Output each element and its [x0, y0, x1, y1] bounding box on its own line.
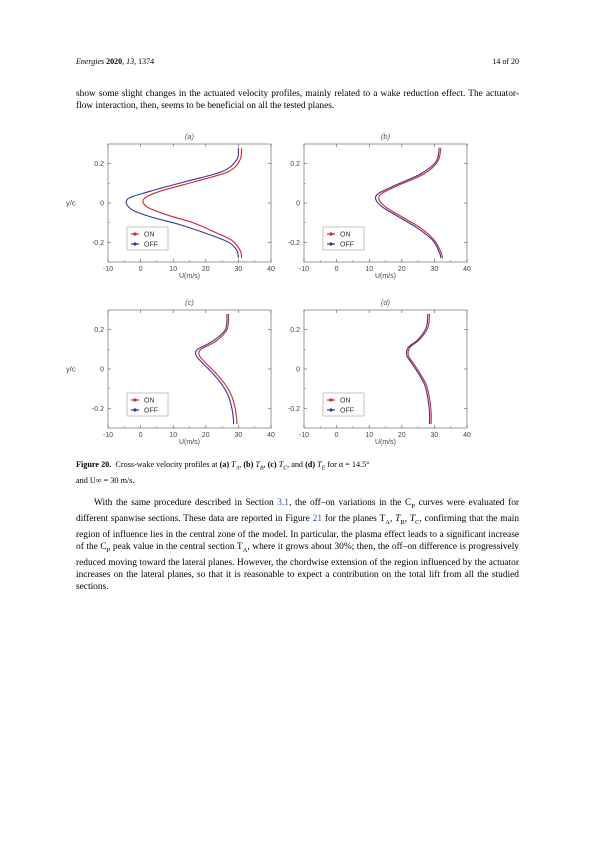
legend-label: ON: [144, 397, 155, 405]
page-number: 14 of 20: [492, 57, 519, 66]
y-tick-label: 0: [100, 200, 104, 208]
y-tick-label: -0.2: [91, 405, 104, 413]
legend-label: OFF: [144, 407, 158, 415]
x-tick-label: 0: [138, 432, 143, 439]
x-tick-label: 30: [430, 266, 439, 273]
x-tick-label: 30: [234, 266, 243, 273]
x-tick-label: 30: [430, 432, 439, 439]
figure-caption: Figure 20. Cross-wake velocity profiles at (a) $T_A$, (b) $T_B$, (c) $T_C$, and (d) $T_E$ for α = 14.5° and U∞ = 30 m/s.: [76, 460, 370, 486]
legend-label: OFF: [340, 407, 354, 415]
series-line-off: [376, 148, 441, 258]
x-tick-label: 20: [201, 266, 210, 273]
legend-marker: [329, 398, 332, 401]
figure-link[interactable]: 21: [312, 513, 323, 524]
y-tick-label: 0.2: [290, 161, 300, 169]
x-tick-label: 0: [138, 266, 143, 273]
legend-marker: [329, 408, 332, 411]
legend-marker: [133, 408, 136, 411]
x-tick-label: 10: [169, 432, 178, 439]
legend-label: OFF: [340, 241, 354, 249]
x-tick-label: 40: [463, 266, 471, 273]
x-tick-label: 20: [397, 432, 406, 439]
x-tick-label: 20: [201, 432, 210, 439]
series-line-off: [195, 314, 233, 424]
x-tick-label: -10: [102, 266, 114, 273]
panel-title: (c): [185, 298, 194, 307]
y-tick-label: -0.2: [91, 239, 104, 247]
panel-title: (d): [380, 298, 391, 307]
y-tick-label: 0: [100, 366, 104, 374]
legend-marker: [329, 232, 332, 235]
y-tick-label: -0.2: [287, 239, 300, 247]
legend-marker: [329, 242, 332, 245]
legend-label: ON: [340, 397, 351, 405]
x-tick-label: 10: [169, 266, 178, 273]
x-axis-label: U(m/s): [375, 273, 396, 280]
x-axis-label: U(m/s): [179, 273, 200, 280]
x-axis-label: U(m/s): [375, 439, 396, 446]
legend-label: OFF: [144, 241, 158, 249]
legend-marker: [133, 242, 136, 245]
y-tick-label: 0.2: [94, 327, 104, 335]
running-header-citation: Energies 2020, 13, 1374: [76, 57, 155, 66]
x-tick-label: 20: [397, 266, 406, 273]
figure-20: [60, 122, 480, 462]
chart-panel-4: [288, 298, 471, 446]
chart-panel-1: [66, 132, 275, 280]
x-tick-label: 0: [334, 432, 339, 439]
x-tick-label: 40: [463, 432, 471, 439]
legend-marker: [133, 232, 136, 235]
x-tick-label: 10: [365, 266, 374, 273]
x-tick-label: 30: [234, 432, 243, 439]
chart-panel-2: [288, 132, 471, 280]
legend-label: ON: [340, 231, 351, 239]
x-tick-label: 0: [334, 266, 339, 273]
section-link[interactable]: 3.1: [277, 498, 289, 508]
x-tick-label: -10: [298, 432, 310, 439]
y-tick-label: 0.2: [290, 327, 300, 335]
panel-title: (b): [380, 132, 391, 141]
chart-panel-3: [66, 298, 275, 446]
x-tick-label: -10: [298, 266, 310, 273]
y-tick-label: 0: [296, 200, 300, 208]
y-tick-label: 0: [296, 366, 300, 374]
x-axis-label: U(m/s): [179, 439, 200, 446]
legend-marker: [133, 398, 136, 401]
intro-paragraph: show some slight changes in the actuated velocity profiles, mainly related to a wake reduction effect. The actuator-flow interaction, then, seems to be beneficial on all the tested planes.: [76, 89, 519, 112]
y-tick-label: -0.2: [287, 405, 300, 413]
x-tick-label: 40: [267, 266, 275, 273]
y-tick-label: 0.2: [94, 161, 104, 169]
legend-label: ON: [144, 231, 155, 239]
x-tick-label: -10: [102, 432, 114, 439]
series-line-on: [408, 314, 431, 424]
x-tick-label: 10: [365, 432, 374, 439]
x-tick-label: 40: [267, 432, 275, 439]
panel-title: (a): [184, 132, 195, 141]
y-axis-label: y/c: [66, 198, 76, 208]
body-paragraph: With the same procedure described in Section 3.1, the off–on variations in the $C_P$ curves were evaluated for different spanwise sections. These data are reported in Figure 21 for the planes $T_A$, $T_B$, $T_C$, confirming that the main region of influence lies in the central zone of the model. In particular, the plasma effect leads to a significant increase of the $C_P$ peak value in the central section $T_A$, where it grows about 30%; then, the off–on difference is progressively reduced moving toward the lateral planes. However, the chordwise extension of the region influenced by the actuator increases on the lateral planes, so that it is reasonable to expect a contribution on the total lift from all the studied sections.: [76, 498, 520, 593]
y-axis-label: y/c: [66, 364, 76, 374]
